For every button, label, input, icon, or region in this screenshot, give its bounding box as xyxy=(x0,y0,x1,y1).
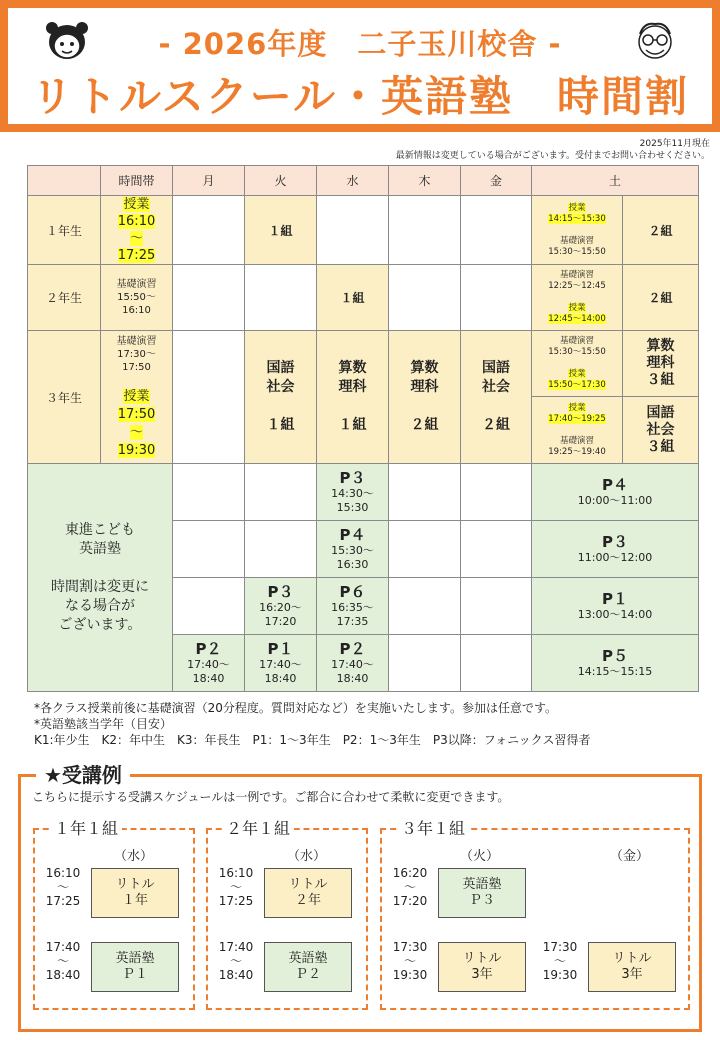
footnotes xyxy=(34,700,591,748)
english-label xyxy=(28,464,173,692)
grade3-sat-b-basic-time: 19:25～19:40 xyxy=(548,446,606,457)
footnote-basic-practice: *各クラス授業前後に基礎演習（20分程度。質問対応など）を実施いたします。参加は任意です。 xyxy=(34,701,557,715)
g1-time1-sep: ～ xyxy=(56,880,69,894)
header-sat: 土 xyxy=(532,166,699,196)
grade2-sat-group: ２組 xyxy=(623,265,699,331)
grade3-sat-a-class: ３組 xyxy=(646,372,675,388)
grade2-time-end: 16:10 xyxy=(122,305,151,316)
g3-box2-line2: 3年 xyxy=(471,967,493,982)
grade3-sat-a-basic: 基礎演習 xyxy=(559,336,594,346)
g3-box1-line1: 英語塾 xyxy=(462,877,502,892)
g3-time3-end: 19:30 xyxy=(542,968,578,982)
grade1-mon xyxy=(173,196,245,265)
grade2-thu xyxy=(389,265,461,331)
grade3-sat-a-lesson-time: 15:50～17:30 xyxy=(548,380,606,390)
english4-sat-t: 14:15～15:15 xyxy=(577,665,653,678)
table-row-grade3a xyxy=(28,331,699,397)
english1-mon xyxy=(173,464,245,521)
grade3-sat-a-subject1: 算数 xyxy=(646,338,675,354)
g2-box2-line2: Ｐ２ xyxy=(294,967,321,982)
g2-time2-start: 17:40 xyxy=(218,940,254,954)
grade3-sat-b-times xyxy=(532,397,623,464)
table-row-grade1 xyxy=(28,196,699,265)
english1-fri xyxy=(461,464,532,521)
g3-box-little-fri xyxy=(588,942,676,992)
english1-sat xyxy=(532,464,699,521)
g3-box3-line1: リトル xyxy=(612,951,652,966)
grade3-sat-b-class: ３組 xyxy=(646,438,675,455)
english2-tue xyxy=(245,521,317,578)
grade1-timeslot xyxy=(101,196,173,265)
grade1-time-sep: ～ xyxy=(129,231,143,246)
english2-fri xyxy=(461,521,532,578)
grade3-time-basic: 基礎演習 xyxy=(116,335,157,347)
english1-wed-t2: 15:30 xyxy=(336,501,369,514)
g3-box2-line1: リトル xyxy=(462,951,502,966)
english2-wed-t1: 15:30～ xyxy=(331,544,374,557)
english3-sat-p: P１ xyxy=(602,590,628,608)
example-description: こちらに提示する受講スケジュールは一例です。ご都合に合わせて柔軟に変更できます。 xyxy=(32,790,510,804)
grade2-sat-lesson: 授業 xyxy=(568,303,586,313)
english2-mon xyxy=(173,521,245,578)
header-mon: 月 xyxy=(173,166,245,196)
grade1-label: １年生 xyxy=(28,196,101,265)
grade3-wed-subject1: 算数 xyxy=(338,360,367,376)
g3-time2-sep: ～ xyxy=(403,954,416,968)
english4-wed xyxy=(317,635,389,692)
g3-box-little-tue xyxy=(438,942,526,992)
g3-time1-end: 17:20 xyxy=(392,894,428,908)
grade3-sat-b-basic: 基礎演習 xyxy=(559,435,594,446)
grade2-tue xyxy=(245,265,317,331)
as-of-date: 2025年11月現在 xyxy=(639,139,710,149)
footnote-english-grades: *英語塾該当学年（目安） xyxy=(34,717,173,731)
grade3-time-sep: ～ xyxy=(129,424,143,440)
english3-thu xyxy=(389,578,461,635)
g1-time1-end: 17:25 xyxy=(45,894,81,908)
g2-time2-end: 18:40 xyxy=(218,968,254,982)
grade2-time-basic: 基礎演習 xyxy=(116,279,157,290)
table-header-row xyxy=(28,166,699,196)
g3-day2: （金） xyxy=(610,849,650,864)
english4-tue-t1: 17:40～ xyxy=(259,658,302,671)
english4-sat xyxy=(532,635,699,692)
g2-title: ２年１組 xyxy=(222,816,294,839)
g2-time1-sep: ～ xyxy=(229,880,242,894)
english2-sat xyxy=(532,521,699,578)
g3-time3 xyxy=(537,940,583,982)
g3-time2 xyxy=(387,940,433,982)
english1-sat-p: P４ xyxy=(602,476,628,494)
g3-time3-start: 17:30 xyxy=(542,940,578,954)
grade2-label: ２年生 xyxy=(28,265,101,331)
grade1-sat-times xyxy=(532,196,623,265)
header-tue: 火 xyxy=(245,166,317,196)
header-blank xyxy=(28,166,101,196)
grade3-wed-subject2: 理科 xyxy=(338,379,367,395)
timetable xyxy=(27,165,699,692)
g3-title: ３年１組 xyxy=(397,816,469,839)
grade3-time-basic-end: 17:50 xyxy=(122,361,151,373)
english4-thu xyxy=(389,635,461,692)
english2-thu xyxy=(389,521,461,578)
grade1-sat-basic: 基礎演習 xyxy=(559,235,594,246)
grade1-sat-lesson-time: 14:15～15:30 xyxy=(548,213,606,224)
english3-mon xyxy=(173,578,245,635)
english-label-line1: 東進こども xyxy=(65,521,135,538)
g1-box-little xyxy=(91,868,179,918)
g1-time2-end: 18:40 xyxy=(45,968,81,982)
english4-mon-p: P２ xyxy=(195,640,222,658)
grade3-fri-subject2: 社会 xyxy=(482,379,510,395)
g3-box1-line2: Ｐ３ xyxy=(468,893,495,908)
english2-sat-t: 11:00～12:00 xyxy=(577,551,653,564)
grade2-sat-times xyxy=(532,265,623,331)
g2-time1-end: 17:25 xyxy=(218,894,254,908)
english3-wed-p: P６ xyxy=(339,583,366,601)
g2-box1-line2: ２年 xyxy=(294,893,321,908)
english2-wed-t2: 16:30 xyxy=(336,558,369,571)
english-label-line2: 英語塾 xyxy=(79,540,121,557)
english-label-line4: 時間割は変更に xyxy=(51,578,149,595)
grade3-sat-b-subject1: 国語 xyxy=(646,404,675,421)
g1-box2-line1: 英語塾 xyxy=(115,951,155,966)
g2-day: （水） xyxy=(287,849,327,864)
english3-fri xyxy=(461,578,532,635)
english1-sat-t: 10:00～11:00 xyxy=(577,494,653,507)
g2-box2-line1: 英語塾 xyxy=(288,951,328,966)
english4-tue-t2: 18:40 xyxy=(264,672,297,685)
g3-day1: （火） xyxy=(460,849,500,864)
grade3-time-lesson: 授業 xyxy=(123,388,150,404)
update-notice: 最新情報は変更している場合がございます。受付までお問い合わせください。 xyxy=(395,151,710,161)
grade2-mon xyxy=(173,265,245,331)
g2-box-little xyxy=(264,868,352,918)
grade3-timeslot xyxy=(101,331,173,464)
example-title: ★受講例 xyxy=(36,759,130,788)
page-title: リトルスクール・英語塾 時間割 xyxy=(31,72,689,121)
grade3-tue-subject2: 社会 xyxy=(266,379,295,395)
english4-fri xyxy=(461,635,532,692)
grade3-tue-group: １組 xyxy=(266,417,295,433)
english2-wed-p: P４ xyxy=(339,526,366,544)
grade1-time-label: 授業 xyxy=(123,197,150,212)
english1-thu xyxy=(389,464,461,521)
grade3-sat-a-times xyxy=(532,331,623,397)
english4-tue-p: P１ xyxy=(267,640,294,658)
table-row-grade2 xyxy=(28,265,699,331)
english1-tue xyxy=(245,464,317,521)
grade3-sat-a-lesson: 授業 xyxy=(568,369,586,379)
english4-wed-p: P２ xyxy=(339,640,366,658)
english4-mon-t2: 18:40 xyxy=(192,672,225,685)
footnote-level-legend: K1:年少生 K2：年中生 K3：年長生 P1：1～3年生 P2：1～3年生 P3以降：フォニックス習得者 xyxy=(34,733,591,747)
grade1-sat-group: ２組 xyxy=(623,196,699,265)
english3-wed xyxy=(317,578,389,635)
grade2-wed: １組 xyxy=(317,265,389,331)
grade3-wed xyxy=(317,331,389,464)
g3-time1-sep: ～ xyxy=(403,880,416,894)
g3-time1-start: 16:20 xyxy=(392,866,428,880)
grade1-thu xyxy=(389,196,461,265)
grade2-sat-basic: 基礎演習 xyxy=(559,270,594,280)
grade3-tue-subject1: 国語 xyxy=(266,360,295,376)
header-thu: 木 xyxy=(389,166,461,196)
header-inner xyxy=(8,8,712,124)
grade3-time-lesson-end: 19:30 xyxy=(117,442,156,458)
g3-box-english xyxy=(438,868,526,918)
g2-box1-line1: リトル xyxy=(288,877,328,892)
grade2-timeslot xyxy=(101,265,173,331)
header-subtitle: - 2026年度 二子玉川校舎 - xyxy=(158,27,562,61)
g2-time2 xyxy=(213,940,259,982)
english3-sat-t: 13:00～14:00 xyxy=(577,608,653,621)
grade3-mon xyxy=(173,331,245,464)
grade3-time-lesson-start: 17:50 xyxy=(117,406,156,422)
grade3-fri xyxy=(461,331,532,464)
header-wed: 水 xyxy=(317,166,389,196)
english2-wed xyxy=(317,521,389,578)
english1-wed-t1: 14:30～ xyxy=(331,487,374,500)
g3-time3-sep: ～ xyxy=(553,954,566,968)
english-label-line6: ございます。 xyxy=(58,616,142,633)
english1-wed-p: P３ xyxy=(339,469,366,487)
grade3-sat-a-subject2: 理科 xyxy=(646,355,675,371)
grade3-thu-subject1: 算数 xyxy=(410,360,439,376)
table-row-english1 xyxy=(28,464,699,521)
grade3-sat-b-lesson: 授業 xyxy=(568,402,586,413)
g1-time1-start: 16:10 xyxy=(45,866,81,880)
english3-wed-t1: 16:35～ xyxy=(331,601,374,614)
grade2-time-range: 15:50～ xyxy=(117,292,156,303)
g3-time1 xyxy=(387,866,433,908)
g1-box1-line2: １年 xyxy=(121,893,148,908)
grade3-sat-a-group xyxy=(623,331,699,397)
g3-box3-line2: 3年 xyxy=(621,967,643,982)
g1-title: １年１組 xyxy=(50,816,122,839)
grade2-sat-lesson-time: 12:45～14:00 xyxy=(548,314,606,324)
grade1-time-end: 17:25 xyxy=(117,248,156,263)
grade3-fri-group: ２組 xyxy=(482,417,510,433)
grade3-tue xyxy=(245,331,317,464)
header-banner xyxy=(0,0,720,132)
english3-tue-p: P３ xyxy=(267,583,294,601)
grade1-wed xyxy=(317,196,389,265)
english3-wed-t2: 17:35 xyxy=(336,615,369,628)
grade1-fri xyxy=(461,196,532,265)
g2-time1 xyxy=(213,866,259,908)
g2-time1-start: 16:10 xyxy=(218,866,254,880)
english4-mon-t1: 17:40～ xyxy=(187,658,230,671)
g1-day: （水） xyxy=(114,849,154,864)
g1-time1 xyxy=(40,866,86,908)
g1-box2-line2: Ｐ１ xyxy=(121,967,148,982)
english3-tue xyxy=(245,578,317,635)
grade3-thu xyxy=(389,331,461,464)
grade3-sat-b-group xyxy=(623,397,699,464)
header-fri: 金 xyxy=(461,166,532,196)
grade3-sat-b-subject2: 社会 xyxy=(646,421,675,438)
grade3-thu-subject2: 理科 xyxy=(410,379,439,395)
grade3-time-basic-start: 17:30～ xyxy=(117,348,156,360)
english4-tue xyxy=(245,635,317,692)
grade2-fri xyxy=(461,265,532,331)
english4-wed-t1: 17:40～ xyxy=(331,658,374,671)
g3-time2-start: 17:30 xyxy=(392,940,428,954)
g1-time2-sep: ～ xyxy=(56,954,69,968)
english-label-line5: なる場合が xyxy=(65,597,135,614)
g2-box-english xyxy=(264,942,352,992)
grade1-sat-basic-time: 15:30～15:50 xyxy=(548,246,606,257)
grade1-tue: １組 xyxy=(245,196,317,265)
g3-time2-end: 19:30 xyxy=(392,968,428,982)
grade1-time-start: 16:10 xyxy=(117,214,156,229)
grade3-wed-group: １組 xyxy=(338,417,367,433)
grade2-sat-basic-time: 12:25～12:45 xyxy=(548,281,606,291)
english1-wed xyxy=(317,464,389,521)
g1-time2-start: 17:40 xyxy=(45,940,81,954)
header-timeslot: 時間帯 xyxy=(101,166,173,196)
english3-tue-t1: 16:20～ xyxy=(259,601,302,614)
grade1-sat-lesson: 授業 xyxy=(568,202,586,213)
grade3-sat-a-basic-time: 15:30～15:50 xyxy=(548,347,606,357)
english3-tue-t2: 17:20 xyxy=(264,615,297,628)
grade3-sat-b-lesson-time: 17:40～19:25 xyxy=(548,413,606,424)
english3-sat xyxy=(532,578,699,635)
english4-mon xyxy=(173,635,245,692)
english4-wed-t2: 18:40 xyxy=(336,672,369,685)
g2-time2-sep: ～ xyxy=(229,954,242,968)
g1-time2 xyxy=(40,940,86,982)
grade3-fri-subject1: 国語 xyxy=(482,360,510,376)
grade3-thu-group: ２組 xyxy=(410,417,439,433)
grade3-label: ３年生 xyxy=(28,331,101,464)
g1-box-english xyxy=(91,942,179,992)
g1-box1-line1: リトル xyxy=(115,877,155,892)
english4-sat-p: P５ xyxy=(602,647,628,665)
english2-sat-p: P３ xyxy=(602,533,628,551)
